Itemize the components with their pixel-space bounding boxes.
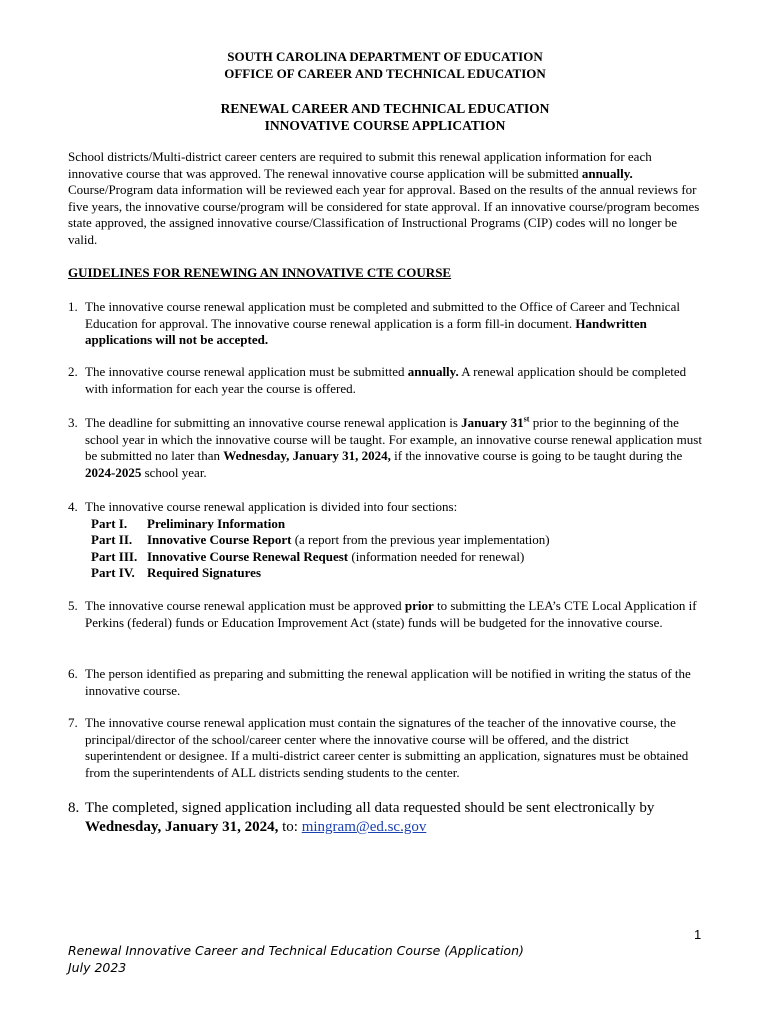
guideline-item-6 — [68, 666, 708, 699]
section-note: (a report from the previous year implementation) — [291, 532, 550, 548]
item-bold-text: Handwritten applications will not be accepted. — [85, 315, 647, 348]
item-number: 1. — [68, 299, 78, 314]
guideline-item-5 — [68, 598, 708, 631]
item-number: 5. — [68, 598, 78, 613]
item-text: The innovative course renewal application is divided into four sections: — [85, 499, 458, 514]
item-text: The person identified as preparing and submitting the renewal application will be notified in writing the status of the innovative course. — [85, 666, 691, 698]
section-label: Part I. — [91, 515, 128, 531]
application-title — [0, 100, 770, 134]
guideline-item-4 — [68, 499, 708, 582]
item-number: 7. — [68, 715, 78, 730]
section-row — [91, 565, 708, 582]
item-text-a: The deadline for submitting an innovative course renewal application is — [85, 415, 462, 430]
item-text-a: The innovative course renewal application must be submitted — [85, 364, 408, 379]
footer-date: July 2023 — [68, 960, 127, 975]
item-number: 8. — [68, 800, 80, 816]
guideline-item-7 — [68, 715, 708, 781]
item-text-d: school year. — [141, 464, 207, 480]
section-label: Part III. — [91, 548, 138, 564]
agency-line-2: OFFICE OF CAREER AND TECHNICAL EDUCATION — [224, 66, 546, 81]
section-name: Innovative Course Report — [147, 532, 292, 548]
guideline-item-3 — [68, 415, 708, 481]
deadline-date: January 31 — [461, 415, 524, 430]
item-number: 4. — [68, 499, 78, 514]
deadline-bold: Wednesday, January 31, 2024, — [85, 819, 279, 835]
section-name: Innovative Course Renewal Request — [147, 548, 349, 564]
item-bold-text: prior — [404, 598, 434, 613]
item-text: The innovative course renewal application must contain the signatures of the teacher of the innovative course, the principal/director of the school/career center where the innovative course will be offered, and the district superintendent or designee. If a multi-district career center is submitting an application, signatures must be obtained from the superintendents of ALL districts sending students to the center. — [85, 715, 689, 780]
school-year-bold: 2024-2025 — [85, 464, 142, 480]
section-row — [91, 532, 708, 549]
guideline-item-1 — [68, 299, 708, 349]
title-line-2: INNOVATIVE COURSE APPLICATION — [264, 118, 506, 133]
title-line-1: RENEWAL CAREER AND TECHNICAL EDUCATION — [220, 101, 550, 116]
item-number: 6. — [68, 666, 78, 681]
agency-header — [0, 48, 770, 82]
intro-bold-annually: annually. — [581, 165, 633, 181]
page-number: 1 — [694, 927, 702, 942]
section-label: Part IV. — [91, 565, 135, 581]
guideline-item-2 — [68, 364, 708, 397]
section-note: (information needed for renewal) — [348, 548, 525, 564]
deadline-bold: Wednesday, January 31, 2024, — [223, 448, 391, 464]
item-text-b: prior to the beginning of the school year in which the innovative course will be taught. For example, an innovative course renewal application must be submitted no later than — [85, 415, 702, 464]
section-row — [91, 516, 708, 533]
item-text: The innovative course renewal application must be completed and submitted to the Office of Career and Technical Education for approval. The innovative course renewal application is a form fill-in document. — [85, 299, 680, 331]
sections-list — [91, 516, 708, 582]
item-text-a: The innovative course renewal application must be approved — [85, 598, 405, 613]
item-text-b: to: — [278, 819, 302, 835]
item-text-c: if the innovative course is going to be taught during the — [390, 448, 683, 464]
section-row — [91, 549, 708, 566]
guidelines-heading: GUIDELINES FOR RENEWING AN INNOVATIVE CTE COURSE — [68, 265, 452, 280]
item-text-b: to submitting the LEA’s CTE Local Application if Perkins (federal) funds or Education Improvement Act (state) funds will be budgeted for the innovative course. — [85, 598, 697, 630]
item-number: 3. — [68, 415, 78, 430]
item-text-b: A renewal application should be completed with information for each year the course is offered. — [85, 364, 687, 396]
section-label: Part II. — [91, 532, 133, 548]
page-footer — [68, 942, 524, 976]
item-text-a: The completed, signed application including all data requested should be sent electronically by — [85, 800, 655, 816]
section-name: Required Signatures — [147, 565, 262, 581]
intro-text-b: Course/Program data information will be reviewed each year for approval. Based on the results of the annual reviews for five years, the innovative course/program will be considered for state approval. If an innovative course/program becomes state approved, the assigned innovative course/Classification of Instructional Programs (CIP) codes will no longer be valid. — [68, 182, 700, 247]
footer-title: Renewal Innovative Career and Technical Education Course (Application) — [68, 943, 524, 958]
intro-paragraph — [68, 149, 708, 249]
intro-text-a: School districts/Multi-district career centers are required to submit this renewal application information for each innovative course that was approved. The renewal innovative course application will be submitted — [68, 149, 652, 181]
section-name: Preliminary Information — [147, 515, 286, 531]
email-link[interactable]: mingram@ed.sc.gov — [301, 819, 427, 835]
item-bold-text: annually. — [407, 364, 459, 379]
agency-line-1: SOUTH CAROLINA DEPARTMENT OF EDUCATION — [227, 49, 543, 64]
guideline-item-8 — [68, 799, 708, 837]
item-number: 2. — [68, 364, 78, 379]
date-suffix: st — [523, 414, 530, 424]
